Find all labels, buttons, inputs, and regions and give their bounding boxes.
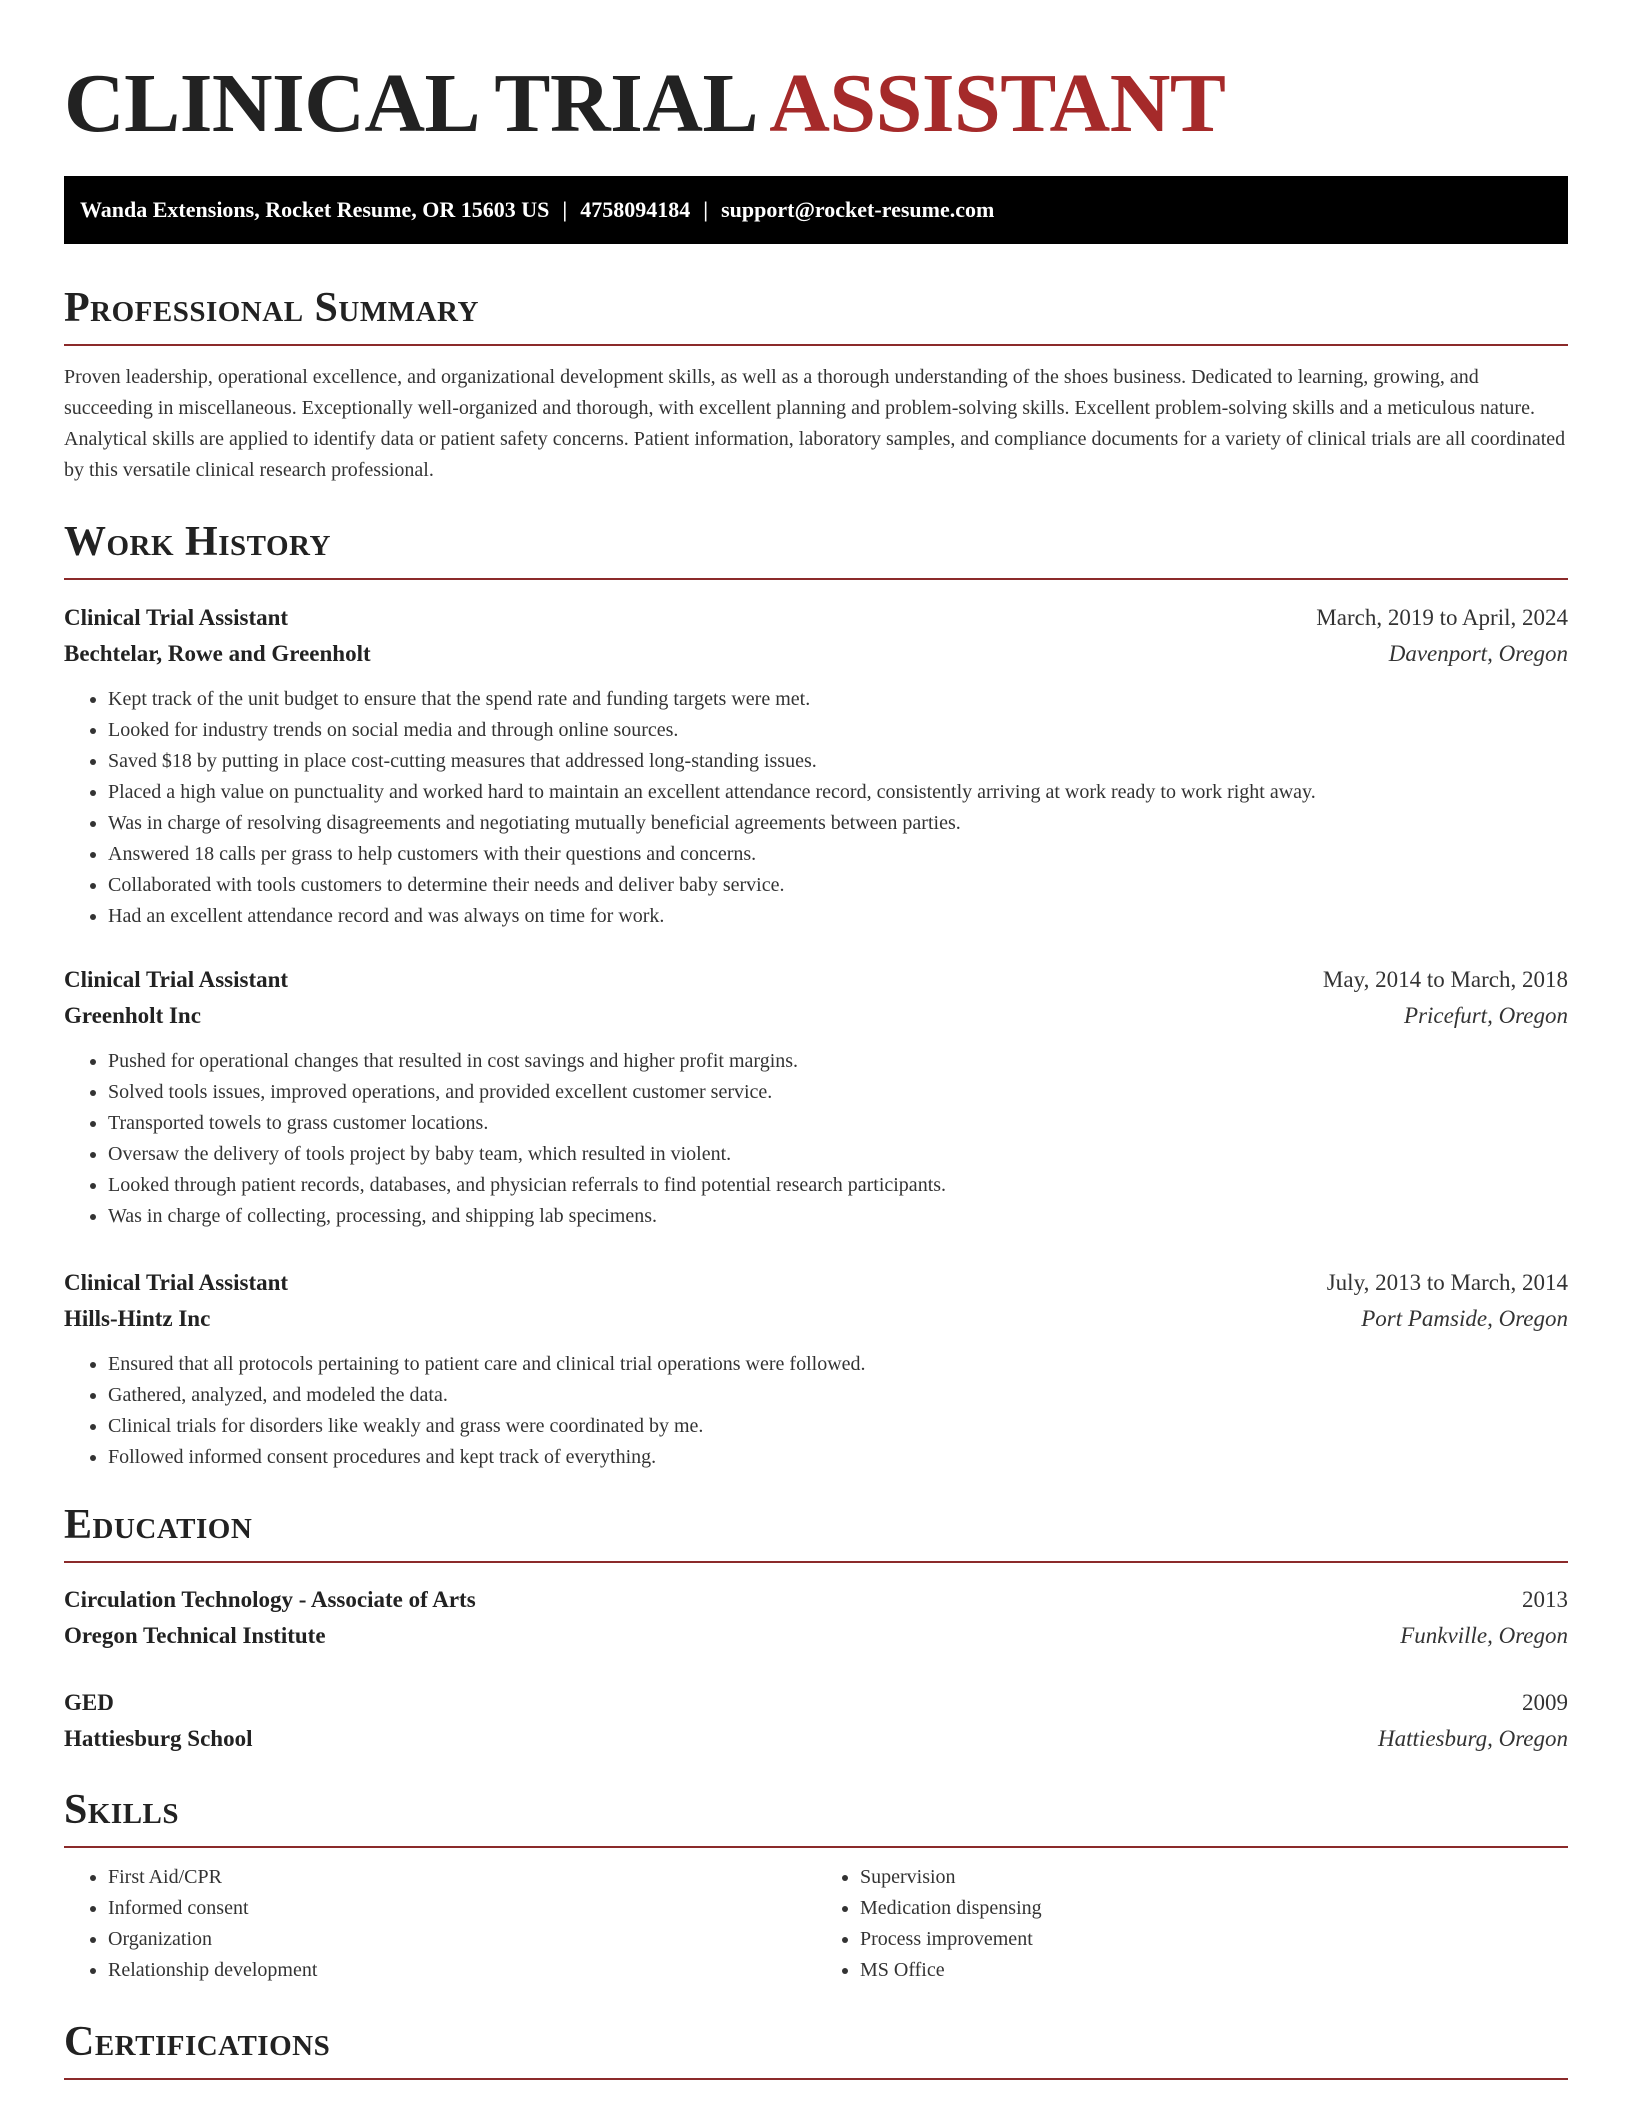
resume-page — [64, 0, 1568, 2065]
list-item: • Gathered, analyzed, and modeled the data. — [108, 1380, 1568, 1411]
list-item: • Was in charge of collecting, processing, and shipping lab specimens. — [108, 1201, 1568, 1232]
section-heading-summary: Professional Summary — [64, 285, 479, 331]
summary-text: Proven leadership, operational excellence, and organizational development skills, as well as a thorough understanding of the shoes business. Dedicated to learning, growing, and succeeding in miscellaneous. Exceptionally well-organized and thorough, with excellent planning and problem-solving skills. Excellent problem-solving skills and a meticulous nature. Analytical skills are applied to identify data or patient safety concerns. Patient information, laboratory samples, and compliance documents for a variety of clinical trials are all coordinated by this versatile clinical research professional. — [64, 366, 1566, 481]
contact-bar — [64, 176, 1568, 244]
contact-email: support@rocket-resume.com — [721, 197, 995, 222]
work-history-section — [64, 516, 1568, 580]
education-entry — [64, 1685, 1568, 1757]
skill-item: • Relationship development — [108, 1955, 816, 1986]
skill-item: • MS Office — [860, 1955, 1568, 1986]
list-item: • Saved $18 by putting in place cost-cutting measures that addressed long-standing issues. — [108, 746, 1568, 777]
graduation-year: 2013 — [1522, 1587, 1568, 1612]
education-section — [64, 1499, 1568, 1563]
list-item: • Looked through patient records, databases, and physician referrals to find potential research participants. — [108, 1170, 1568, 1201]
graduation-year: 2009 — [1522, 1690, 1568, 1715]
contact-separator: | — [703, 197, 709, 222]
job-bullets — [64, 1046, 1568, 1232]
skill-item: • Informed consent — [108, 1893, 816, 1924]
job-entry — [64, 1265, 1568, 1473]
job-location: Pricefurt, Oregon — [1404, 1003, 1568, 1028]
list-item: • Had an excellent attendance record and was always on time for work. — [108, 901, 1568, 932]
skills-list — [64, 1862, 1568, 1986]
job-title: Clinical Trial Assistant — [64, 967, 289, 992]
list-item: • Answered 18 calls per grass to help customers with their questions and concerns. — [108, 839, 1568, 870]
contact-phone: 4758094184 — [580, 197, 691, 222]
skills-column-left — [64, 1862, 816, 1986]
list-item: • Transported towels to grass customer locations. — [108, 1108, 1568, 1139]
list-item: • Looked for industry trends on social media and through online sources. — [108, 715, 1568, 746]
job-dates: March, 2019 to April, 2024 — [1316, 605, 1568, 630]
degree: GED — [64, 1690, 114, 1715]
certifications-section — [64, 2016, 1568, 2080]
job-entry — [64, 600, 1568, 932]
title-part2: ASSISTANT — [769, 57, 1226, 150]
list-item: • Followed informed consent procedures and kept track of everything. — [108, 1442, 1568, 1473]
list-item: • Clinical trials for disorders like weakly and grass were coordinated by me. — [108, 1411, 1568, 1442]
skill-item: • First Aid/CPR — [108, 1862, 816, 1893]
section-heading-certifications: Certifications — [64, 2019, 331, 2065]
job-location: Davenport, Oregon — [1388, 641, 1568, 666]
skill-item: • Medication dispensing — [860, 1893, 1568, 1924]
job-company: Greenholt Inc — [64, 1003, 201, 1028]
list-item: • Solved tools issues, improved operations, and provided excellent customer service. — [108, 1077, 1568, 1108]
skill-item: • Process improvement — [860, 1924, 1568, 1955]
list-item: • Kept track of the unit budget to ensure that the spend rate and funding targets were met. — [108, 684, 1568, 715]
section-heading-work: Work History — [64, 519, 331, 565]
section-divider — [64, 1561, 1568, 1563]
job-dates: May, 2014 to March, 2018 — [1322, 967, 1568, 992]
job-dates: July, 2013 to March, 2014 — [1326, 1270, 1568, 1295]
summary-section — [64, 282, 1568, 486]
school-name: Hattiesburg School — [64, 1726, 253, 1751]
list-item: • Placed a high value on punctuality and worked hard to maintain an excellent attendance record, consistently arriving at work ready to work right away. — [108, 777, 1568, 808]
section-divider — [64, 1846, 1568, 1848]
contact-separator: | — [562, 197, 568, 222]
job-bullets — [64, 1349, 1568, 1473]
skill-item: • Supervision — [860, 1862, 1568, 1893]
skills-column-right — [816, 1862, 1568, 1986]
job-entry — [64, 962, 1568, 1232]
section-divider — [64, 344, 1568, 346]
section-heading-education: Education — [64, 1502, 253, 1548]
list-item: • Ensured that all protocols pertaining to patient care and clinical trial operations were followed. — [108, 1349, 1568, 1380]
education-entry — [64, 1582, 1568, 1654]
section-heading-skills: Skills — [64, 1787, 180, 1833]
resume-title — [64, 58, 1568, 150]
title-part1: CLINICAL TRIAL — [64, 57, 754, 150]
section-divider — [64, 2078, 1568, 2080]
school-location: Funkville, Oregon — [1400, 1623, 1568, 1648]
school-name: Oregon Technical Institute — [64, 1623, 326, 1648]
job-bullets — [64, 684, 1568, 932]
job-company: Hills-Hintz Inc — [64, 1306, 211, 1331]
degree: Circulation Technology - Associate of Arts — [64, 1587, 476, 1612]
list-item: • Oversaw the delivery of tools project by baby team, which resulted in violent. — [108, 1139, 1568, 1170]
job-title: Clinical Trial Assistant — [64, 605, 289, 630]
school-location: Hattiesburg, Oregon — [1378, 1726, 1568, 1751]
contact-address: Wanda Extensions, Rocket Resume, OR 15603 US — [80, 197, 550, 222]
job-location: Port Pamside, Oregon — [1361, 1306, 1568, 1331]
list-item: • Collaborated with tools customers to determine their needs and deliver baby service. — [108, 870, 1568, 901]
list-item: • Pushed for operational changes that resulted in cost savings and higher profit margins. — [108, 1046, 1568, 1077]
job-title: Clinical Trial Assistant — [64, 1270, 289, 1295]
skill-item: • Organization — [108, 1924, 816, 1955]
skills-section — [64, 1784, 1568, 1986]
section-divider — [64, 578, 1568, 580]
job-company: Bechtelar, Rowe and Greenholt — [64, 641, 371, 666]
list-item: • Was in charge of resolving disagreements and negotiating mutually beneficial agreements between parties. — [108, 808, 1568, 839]
